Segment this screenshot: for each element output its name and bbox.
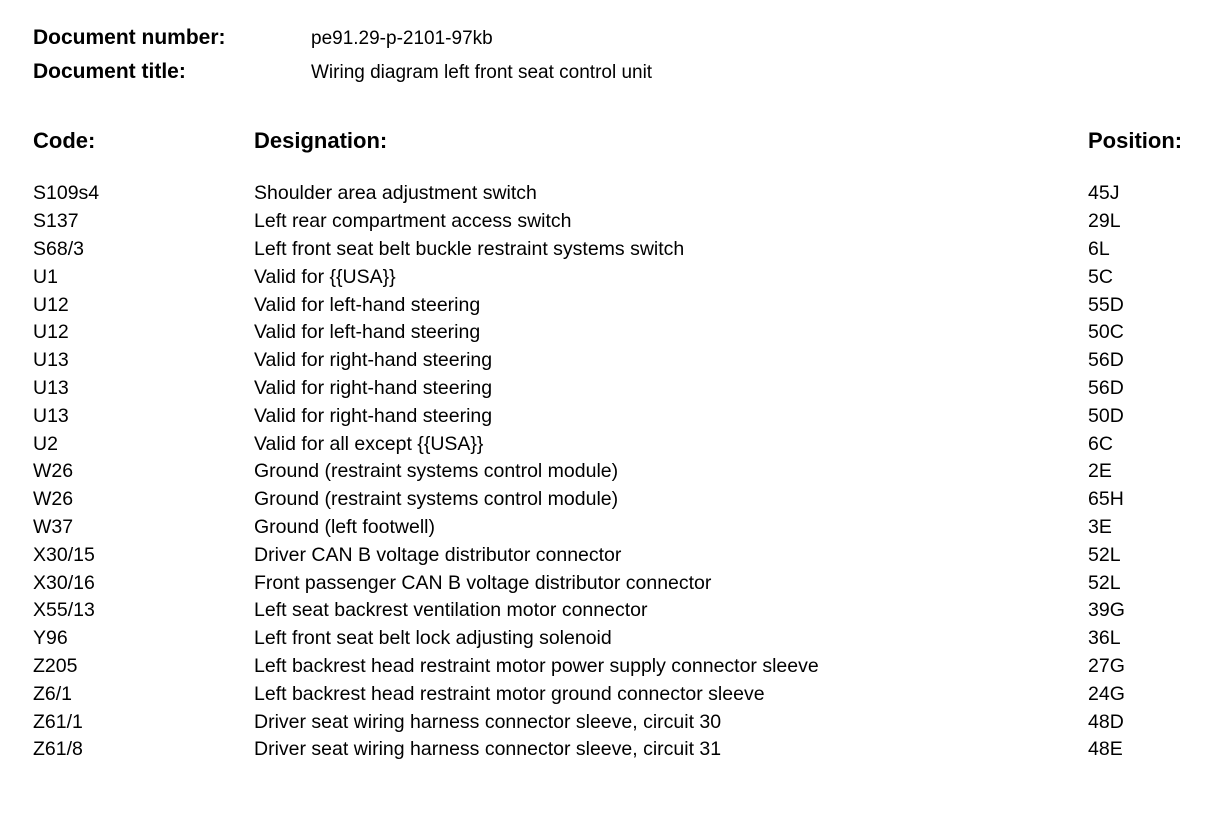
row-code: Z61/8 bbox=[33, 738, 83, 761]
row-designation: Valid for left-hand steering bbox=[254, 321, 481, 344]
table-row bbox=[33, 486, 1223, 514]
row-position: 6L bbox=[1088, 237, 1110, 260]
row-designation: Valid for {{USA}} bbox=[254, 265, 396, 288]
table-row bbox=[33, 180, 1223, 208]
table-row bbox=[33, 458, 1223, 486]
row-code: X30/16 bbox=[33, 571, 95, 594]
document-title-label: Document title: bbox=[33, 60, 186, 83]
table-row bbox=[33, 625, 1223, 653]
row-designation: Valid for right-hand steering bbox=[254, 349, 493, 372]
row-position: 24G bbox=[1088, 682, 1125, 705]
row-code: S109s4 bbox=[33, 182, 100, 205]
row-position: 50D bbox=[1088, 404, 1124, 427]
row-designation: Front passenger CAN B voltage distributor connector bbox=[254, 571, 712, 594]
row-code: U13 bbox=[33, 349, 69, 372]
row-designation: Left seat backrest ventilation motor connector bbox=[254, 599, 648, 622]
row-position: 48E bbox=[1088, 738, 1123, 761]
row-code: X30/15 bbox=[33, 543, 95, 566]
row-position: 39G bbox=[1088, 599, 1125, 622]
row-code: U12 bbox=[33, 321, 69, 344]
document-title-line bbox=[33, 60, 652, 94]
row-designation: Left backrest head restraint motor ground connector sleeve bbox=[254, 682, 765, 705]
row-designation: Left front seat belt buckle restraint systems switch bbox=[254, 237, 685, 260]
row-code: W26 bbox=[33, 460, 74, 483]
table-row bbox=[33, 347, 1223, 375]
row-code: Z61/1 bbox=[33, 710, 83, 733]
row-position: 55D bbox=[1088, 293, 1124, 316]
row-position: 65H bbox=[1088, 488, 1124, 511]
row-position: 2E bbox=[1088, 460, 1112, 483]
row-code: Z205 bbox=[33, 654, 78, 677]
document-header bbox=[33, 26, 652, 94]
row-position: 48D bbox=[1088, 710, 1124, 733]
document-number-line bbox=[33, 26, 652, 60]
row-position: 29L bbox=[1088, 210, 1121, 233]
row-designation: Valid for right-hand steering bbox=[254, 404, 493, 427]
row-code: S68/3 bbox=[33, 237, 84, 260]
row-position: 52L bbox=[1088, 571, 1121, 594]
table-row bbox=[33, 736, 1223, 764]
row-position: 27G bbox=[1088, 654, 1125, 677]
row-designation: Left rear compartment access switch bbox=[254, 210, 572, 233]
table-row bbox=[33, 402, 1223, 430]
document-title-value: Wiring diagram left front seat control unit bbox=[311, 62, 653, 83]
table-row bbox=[33, 597, 1223, 625]
document-number-value: pe91.29-p-2101-97kb bbox=[311, 28, 493, 49]
row-position: 3E bbox=[1088, 515, 1112, 538]
row-designation: Valid for all except {{USA}} bbox=[254, 432, 484, 455]
document-number-label: Document number: bbox=[33, 26, 226, 49]
table-row bbox=[33, 430, 1223, 458]
row-designation: Driver seat wiring harness connector sleeve, circuit 30 bbox=[254, 710, 722, 733]
table-body bbox=[33, 180, 1223, 764]
row-designation: Ground (restraint systems control module) bbox=[254, 488, 619, 511]
row-code: U1 bbox=[33, 265, 58, 288]
row-designation: Valid for right-hand steering bbox=[254, 376, 493, 399]
table-row bbox=[33, 263, 1223, 291]
row-code: X55/13 bbox=[33, 599, 95, 622]
legend-table bbox=[33, 128, 1223, 764]
row-position: 52L bbox=[1088, 543, 1121, 566]
row-position: 45J bbox=[1088, 182, 1120, 205]
table-row bbox=[33, 680, 1223, 708]
table-row bbox=[33, 375, 1223, 403]
row-designation: Driver CAN B voltage distributor connector bbox=[254, 543, 622, 566]
table-row bbox=[33, 653, 1223, 681]
row-designation: Left front seat belt lock adjusting solenoid bbox=[254, 627, 612, 650]
row-code: U13 bbox=[33, 376, 69, 399]
row-code: W37 bbox=[33, 515, 74, 538]
column-header-position: Position: bbox=[1088, 128, 1183, 153]
table-row bbox=[33, 541, 1223, 569]
row-position: 36L bbox=[1088, 627, 1121, 650]
table-row bbox=[33, 708, 1223, 736]
table-row bbox=[33, 569, 1223, 597]
table-header bbox=[33, 128, 1223, 180]
row-designation: Left backrest head restraint motor power supply connector sleeve bbox=[254, 654, 819, 677]
row-code: S137 bbox=[33, 210, 79, 233]
row-designation: Ground (restraint systems control module) bbox=[254, 460, 619, 483]
row-position: 6C bbox=[1088, 432, 1113, 455]
table-row bbox=[33, 236, 1223, 264]
table-row bbox=[33, 514, 1223, 542]
row-position: 56D bbox=[1088, 349, 1124, 372]
row-designation: Driver seat wiring harness connector sleeve, circuit 31 bbox=[254, 738, 722, 761]
row-designation: Ground (left footwell) bbox=[254, 515, 435, 538]
column-header-designation: Designation: bbox=[254, 128, 388, 153]
row-designation: Valid for left-hand steering bbox=[254, 293, 481, 316]
table-row bbox=[33, 319, 1223, 347]
row-code: Z6/1 bbox=[33, 682, 73, 705]
row-code: U13 bbox=[33, 404, 69, 427]
row-position: 56D bbox=[1088, 376, 1124, 399]
table-row bbox=[33, 291, 1223, 319]
row-position: 5C bbox=[1088, 265, 1113, 288]
column-header-code: Code: bbox=[33, 128, 96, 153]
table-row bbox=[33, 208, 1223, 236]
row-designation: Shoulder area adjustment switch bbox=[254, 182, 537, 205]
row-code: U2 bbox=[33, 432, 58, 455]
row-code: Y96 bbox=[33, 627, 68, 650]
row-code: U12 bbox=[33, 293, 69, 316]
row-position: 50C bbox=[1088, 321, 1124, 344]
row-code: W26 bbox=[33, 488, 74, 511]
